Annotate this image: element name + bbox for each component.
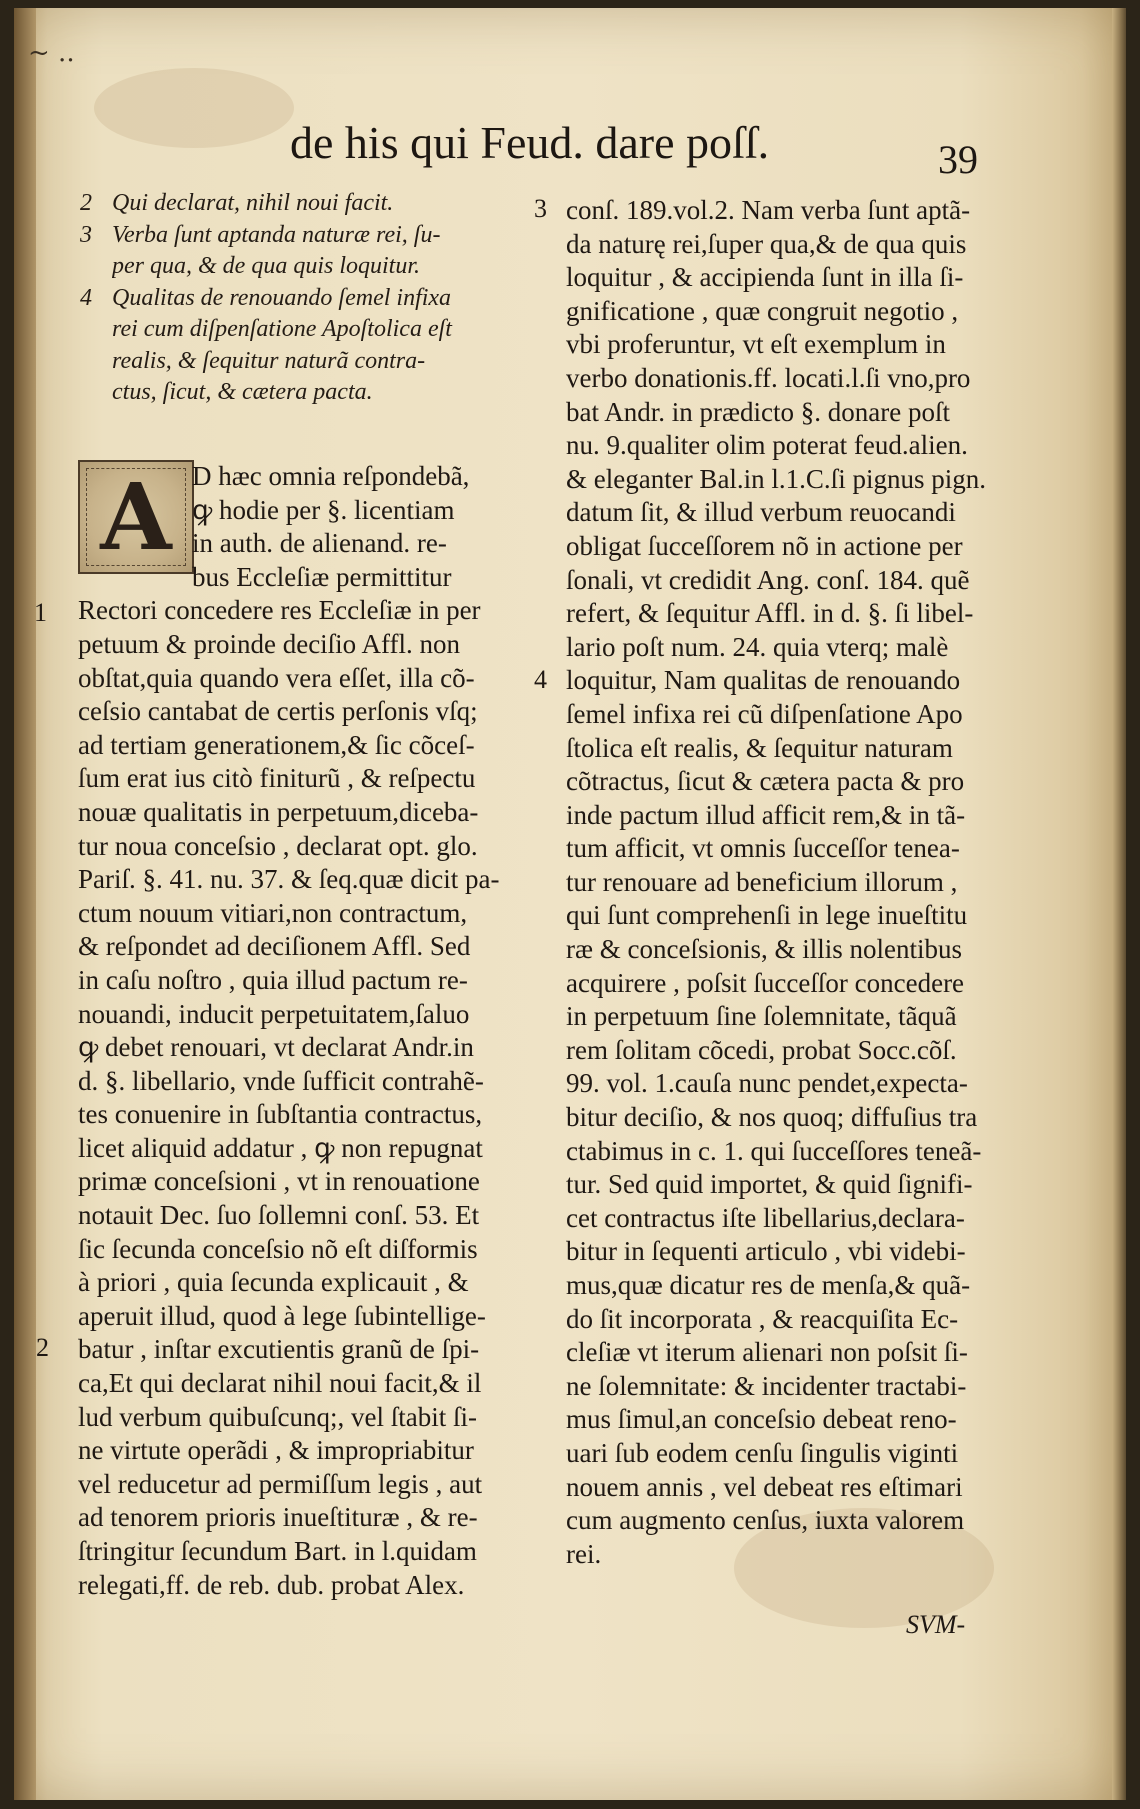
summary-line: Qui declarat, nihil noui facit. <box>112 190 394 216</box>
text-line: aperuit illud, quod à lege ſubintellige- <box>78 1300 486 1331</box>
text-line: tum afficit, vt omnis ſucceſſor tenea- <box>566 833 960 864</box>
summary-line: rei cum diſpenſatione Apoſtolica eſt <box>112 316 452 342</box>
text-line: obligat ſucceſſorem nõ in actione per <box>566 530 963 561</box>
text-line: lario poſt num. 24. quia vterq; malè <box>566 631 949 662</box>
text-line: cõtractus, ſicut & cætera pacta & pro <box>566 766 965 797</box>
text-line: bat Andr. in prædicto §. donare poſt <box>566 396 950 427</box>
text-line: ſtolica eſt realis, & ſequitur naturam <box>566 732 953 763</box>
text-line: loquitur , & accipienda ſunt in illa ſi- <box>566 262 964 293</box>
text-line: batur , inſtar excutientis granũ de ſpi- <box>78 1334 480 1365</box>
margin-number: 1 <box>34 598 47 627</box>
text-line: verbo donationis.ff. locati.l.ſi vno,pro <box>566 362 971 393</box>
text-line: uari ſub eodem cenſu ſingulis viginti <box>566 1437 959 1468</box>
summary-number: 2 <box>80 190 92 216</box>
text-line: vel reducetur ad permiſſum legis , aut <box>78 1468 483 1499</box>
text-line: refert, & ſequitur Affl. in d. §. ſi libel- <box>566 598 974 629</box>
text-line: rei. <box>566 1538 602 1569</box>
margin-number: 2 <box>36 1333 49 1362</box>
text-line: ꝙ debet renouari, vt declarat Andr.in <box>78 1032 474 1063</box>
text-line: notauit Dec. ſuo ſollemni conſ. 53. Et <box>78 1200 480 1231</box>
text-line: conſ. 189.vol.2. Nam verba ſunt aptã- <box>566 195 971 225</box>
text-line: ſtringitur ſecundum Bart. in l.quidam <box>78 1536 477 1566</box>
text-line: ne virtute operãdi , & impropriabitur <box>78 1435 474 1466</box>
text-line: D hæc omnia reſpondebã, <box>192 461 470 491</box>
text-line: cleſiæ vt iterum alienari non poſsit ſi- <box>566 1337 968 1368</box>
text-line: ſemel infixa rei cũ diſpenſatione Apo <box>566 698 963 729</box>
text-line: mus,quæ dicatur res de menſa,& quã- <box>566 1270 971 1300</box>
text-line: bitur deciſio, & nos quoq; diffuſius tra <box>566 1102 978 1133</box>
text-line: qui ſunt comprehenſi in lege inueſtitu <box>566 900 968 931</box>
text-line: datum ſit, & illud verbum reuocandi <box>566 497 956 528</box>
text-line: tes conuenire in ſubſtantia contractus, <box>78 1099 483 1130</box>
text-line: nouem annis , vel debeat res eſtimari <box>566 1471 963 1502</box>
text-line: relegati,ff. de reb. dub. probat Alex. <box>78 1569 465 1600</box>
text-line: in caſu noſtro , quia illud pactum re- <box>78 964 468 995</box>
text-line: petuum & proinde deciſio Affl. non <box>78 628 460 659</box>
text-line: obſtat,quia quando vera eſſet, illa cõ- <box>78 662 475 693</box>
text-line: in perpetuum ſine ſolemnitate, tãquã <box>566 1001 957 1032</box>
corner-mark: ~ .. <box>28 38 75 68</box>
text-line: ceſsio cantabat de certis perſonis vſq; <box>78 696 478 727</box>
page-number: 39 <box>938 137 978 182</box>
text-line: bus Eccleſiæ permittitur <box>192 561 452 592</box>
right-column-text <box>566 194 1006 1571</box>
text-line: tur renouare ad beneficium illorum , <box>566 866 958 897</box>
text-line: mus ſimul,an conceſsio debeat reno- <box>566 1404 957 1435</box>
summary-number: 3 <box>80 221 92 248</box>
summary-line: Qualitas de renouando ſemel infixa <box>112 284 452 311</box>
text-line: lud verbum quibuſcunq;, vel ſtabit ſi- <box>78 1401 477 1432</box>
paper-stain <box>94 68 294 148</box>
text-line: gnificatione , quæ congruit negotio , <box>566 295 959 326</box>
summary-item <box>76 283 496 409</box>
text-line: ctum nouum vitiari,non contractum, <box>78 897 468 928</box>
book-page <box>14 8 1126 1800</box>
text-line: ad tenorem prioris inueſtituræ , & re- <box>78 1502 478 1533</box>
summary-line: realis, & ſequitur naturã contra- <box>112 347 426 374</box>
text-line: in auth. de alienand. re- <box>192 528 447 559</box>
text-line: acquirere , poſsit ſucceſſor concedere <box>566 967 965 998</box>
text-line: ꝙ hodie per §. licentiam <box>192 494 455 525</box>
margin-number: 4 <box>534 665 547 694</box>
text-line: ca,Et qui declarat nihil noui facit,& il <box>78 1368 482 1399</box>
text-line: rem ſolitam cõcedi, probat Socc.cõſ. <box>566 1034 957 1065</box>
margin-number: 3 <box>534 194 547 223</box>
text-line: licet aliquid addatur , ꝙ non repugnat <box>78 1132 483 1163</box>
page-edge <box>1112 8 1126 1800</box>
text-line: ſonali, vt credidit Ang. conſ. 184. quẽ <box>566 564 970 595</box>
text-line: ad tertiam generationem,& ſic cõceſ- <box>78 729 475 760</box>
summary-item <box>76 220 496 283</box>
catchword: SVM- <box>906 1610 966 1639</box>
text-line: bitur in ſequenti articulo , vbi videbi- <box>566 1236 966 1267</box>
summary-item <box>76 188 496 220</box>
text-line: à priori , quia ſecunda explicauit , & <box>78 1267 469 1298</box>
summary-list <box>76 188 496 409</box>
text-line: da naturę rei,ſuper qua,& de qua quis <box>566 228 967 259</box>
text-line: ſic ſecunda conceſsio nõ eſt diſformis <box>78 1233 478 1264</box>
text-line: loquitur, Nam qualitas de renouando <box>566 665 961 696</box>
summary-line: per qua, & de qua quis loquitur. <box>112 253 421 279</box>
text-line: ne ſolemnitate: & incidenter tractabi- <box>566 1370 967 1401</box>
text-line: nu. 9.qualiter olim poterat feud.alien. <box>566 430 968 461</box>
summary-line: Verba ſunt aptanda naturæ rei, ſu- <box>112 221 441 248</box>
text-line: Pariſ. §. 41. nu. 37. & ſeq.quæ dicit pa- <box>78 864 500 895</box>
summary-number: 4 <box>80 284 92 311</box>
text-line: ræ & conceſsionis, & illis nolentibus <box>566 934 962 965</box>
text-line: & eleganter Bal.in l.1.C.ſi pignus pign. <box>566 463 986 494</box>
text-line: ctabimus in c. 1. qui ſucceſſores teneã- <box>566 1135 982 1166</box>
text-line: cum augmento cenſus, iuxta valorem <box>566 1505 965 1536</box>
left-column-text <box>78 460 506 1602</box>
text-line: ſum erat ius citò finiturũ , & reſpectu <box>78 763 476 794</box>
text-line: tur noua conceſsio , declarat opt. glo. <box>78 830 478 861</box>
running-head: de his qui Feud. dare poſſ. <box>290 117 770 168</box>
text-line: do ſit incorporata , & reacquiſita Ec- <box>566 1303 959 1334</box>
text-line: cet contractus iſte libellarius,declara- <box>566 1202 965 1233</box>
text-line: Rectori concedere res Eccleſiæ in per <box>78 595 481 626</box>
text-line: 99. vol. 1.cauſa nunc pendet,expecta- <box>566 1068 968 1099</box>
text-line: nouæ qualitatis in perpetuum,diceba- <box>78 796 479 827</box>
text-line: & reſpondet ad deciſionem Affl. Sed <box>78 931 471 962</box>
decorated-initial: A <box>78 460 194 574</box>
text-line: vbi proferuntur, vt eſt exemplum in <box>566 329 946 360</box>
text-line: nouandi, inducit perpetuitatem,ſaluo <box>78 998 470 1029</box>
text-line: inde pactum illud afficit rem,& in tã- <box>566 799 966 830</box>
text-line: primæ conceſsioni , vt in renouatione <box>78 1166 480 1197</box>
binding-gutter <box>14 8 36 1800</box>
text-line: d. §. libellario, vnde ſufficit contrahẽ- <box>78 1065 484 1096</box>
summary-line: ctus, ſicut, & cætera pacta. <box>112 379 373 405</box>
text-line: tur. Sed quid importet, & quid ſignifi- <box>566 1169 973 1200</box>
